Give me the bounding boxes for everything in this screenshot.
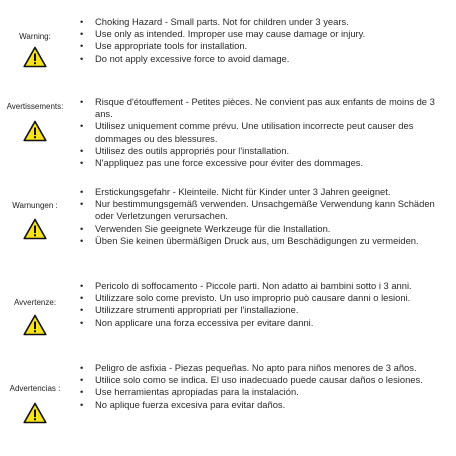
section-label-column — [0, 186, 70, 240]
bullet-icon: • — [80, 157, 84, 169]
warning-icon-wrapper — [0, 46, 70, 68]
warning-list — [78, 362, 446, 411]
bullet-icon: • — [80, 374, 84, 386]
warning-item-text: No aplique fuerza excesiva para evitar daños. — [95, 398, 286, 410]
bullet-icon: • — [80, 28, 84, 40]
section-label-column — [0, 96, 70, 142]
warning-icon-wrapper — [0, 218, 70, 240]
warning-list-item — [78, 235, 446, 247]
bullet-icon: • — [80, 144, 84, 156]
warning-item-text: Utilisez des outils appropriés pour l'installation. — [95, 144, 290, 156]
warning-list-item — [78, 292, 446, 304]
warning-triangle-icon — [23, 120, 47, 142]
warning-list-item — [78, 304, 446, 316]
bullet-icon: • — [80, 304, 84, 316]
warning-list-item — [78, 317, 446, 329]
warning-list-item — [78, 53, 446, 65]
warning-triangle-icon — [23, 402, 47, 424]
warning-list-item — [78, 223, 446, 235]
bullet-icon: • — [80, 40, 84, 52]
bullet-icon: • — [80, 398, 84, 410]
warning-item-text: Verwenden Sie geeignete Werkzeuge für die Installation. — [95, 222, 331, 234]
bullet-icon: • — [80, 222, 84, 234]
bullet-icon: • — [80, 120, 84, 132]
section-heading: Avertissements: — [6, 102, 64, 111]
warning-icon-wrapper — [0, 402, 70, 424]
bullet-icon: • — [80, 292, 84, 304]
warning-list-item — [78, 362, 446, 374]
warning-item-text: Nur bestimmungsgemäß verwenden. Unsachgemäße Verwendung kann Schäden oder Verletzungen verursachen. — [95, 198, 435, 222]
warning-list — [78, 16, 446, 65]
warning-list-item — [78, 386, 446, 398]
section-heading: Warning: — [19, 32, 51, 41]
warning-list-item — [78, 399, 446, 411]
section-heading: Avvertenze: — [13, 298, 57, 307]
warning-triangle-icon — [23, 314, 47, 336]
warning-triangle-icon — [23, 218, 47, 240]
bullet-icon: • — [80, 52, 84, 64]
warning-item-text: Do not apply excessive force to avoid damage. — [95, 52, 290, 64]
section-label-column — [0, 362, 70, 424]
bullet-icon: • — [80, 386, 84, 398]
section-label-column — [0, 16, 70, 68]
warning-item-text: Utilizzare strumenti appropriati per l'installazione. — [95, 304, 299, 316]
warning-list-item — [78, 157, 446, 169]
warning-list — [78, 96, 446, 169]
warning-item-text: Utilice solo como se indica. El uso inadecuado puede causar daños o lesiones. — [95, 374, 423, 386]
warning-list-item — [78, 16, 446, 28]
section-heading: Warnungen : — [12, 201, 58, 210]
warning-list-item — [78, 120, 446, 144]
bullet-icon: • — [80, 362, 84, 373]
warning-item-text: Use herramientas apropiadas para la instalación. — [95, 386, 299, 398]
warning-item-text: Risque d'étouffement - Petites pièces. Ne convient pas aux enfants de moins de 3 ans. — [95, 96, 435, 120]
warning-item-text: Üben Sie keinen übermäßigen Druck aus, um Beschädigungen zu vermeiden. — [95, 234, 419, 246]
warning-list-item — [78, 280, 446, 292]
bullet-icon: • — [80, 16, 84, 27]
warning-list-item — [78, 28, 446, 40]
warning-item-text: Use only as intended. Improper use may cause damage or injury. — [95, 28, 366, 40]
warning-list — [78, 186, 446, 247]
warning-icon-wrapper — [0, 314, 70, 336]
warning-item-text: Utilizzare solo come previsto. Un uso improprio può causare danni o lesioni. — [95, 292, 411, 304]
warning-list-item — [78, 145, 446, 157]
warning-item-text: Use appropriate tools for installation. — [95, 40, 248, 52]
warning-list-item — [78, 96, 446, 120]
warning-item-text: Choking Hazard - Small parts. Not for children under 3 years. — [95, 16, 349, 27]
warning-list-item — [78, 374, 446, 386]
warning-item-text: Erstickungsgefahr - Kleinteile. Nicht für Kinder unter 3 Jahren geeignet. — [95, 186, 391, 197]
warning-item-text: N'appliquez pas une force excessive pour éviter des dommages. — [95, 157, 364, 169]
warning-triangle-icon — [23, 46, 47, 68]
bullet-icon: • — [80, 186, 84, 197]
warning-item-text: Pericolo di soffocamento - Piccole parti. Non adatto ai bambini sotto i 3 anni. — [95, 280, 412, 291]
bullet-icon: • — [80, 280, 84, 291]
warning-item-text: Peligro de asfixia - Piezas pequeñas. No apto para niños menores de 3 años. — [95, 362, 417, 373]
warning-icon-wrapper — [0, 120, 70, 142]
bullet-icon: • — [80, 96, 84, 107]
section-heading: Advertencias : — [9, 384, 61, 393]
warning-list-item — [78, 40, 446, 52]
warning-list — [78, 280, 446, 329]
warning-list-item — [78, 186, 446, 198]
bullet-icon: • — [80, 234, 84, 246]
warning-item-text: Non applicare una forza eccessiva per evitare danni. — [95, 316, 314, 328]
warning-item-text: Utilisez uniquement comme prévu. Une utilisation incorrecte peut causer des dommages ou des blessures. — [95, 120, 414, 144]
bullet-icon: • — [80, 198, 84, 210]
warning-list-item — [78, 198, 446, 222]
bullet-icon: • — [80, 316, 84, 328]
section-label-column — [0, 280, 70, 336]
